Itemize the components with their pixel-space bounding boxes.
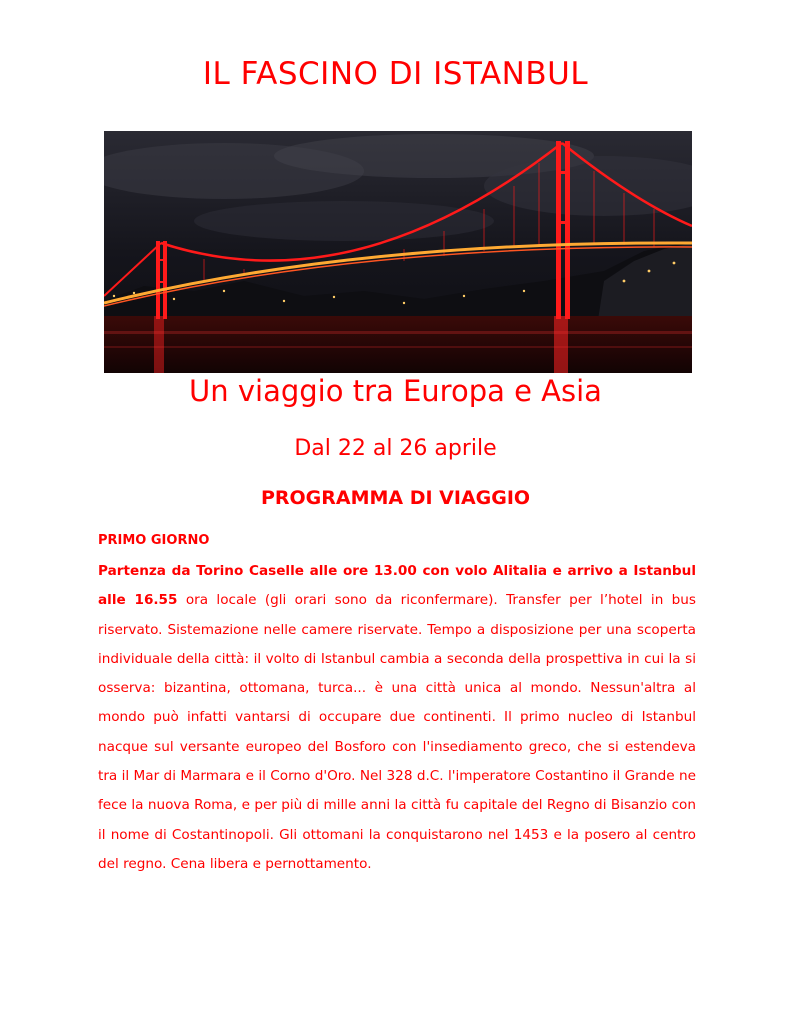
document-subtitle: Un viaggio tra Europa e Asia <box>189 374 602 408</box>
program-heading: PROGRAMMA DI VIAGGIO <box>260 487 531 509</box>
day-intro-bold: Partenza da Torino Caselle alle ore 13.00 con volo Alitalia e arrivo a Istanbul alle 16.55 <box>98 563 696 609</box>
bosphorus-bridge-photo <box>104 131 692 373</box>
day-label: PRIMO GIORNO <box>98 533 210 548</box>
trip-dates: Dal 22 al 26 aprile <box>294 436 497 461</box>
day-text: ora locale (gli orari sono da riconfermare). Transfer per l’hotel in bus riservato. Sistemazione nelle camere riservate. Tempo a disposizione per una scoperta individuale della città: il volto di Istanbul cambia a seconda della prospettiva in cui la si osserva: bizantina, ottomana, turca... è una città unica al mondo. Nessun'altra al mondo può infatti vantarsi di occupare due continenti. Il primo nucleo di Istanbul nacque sul versante europeo del Bosforo con l'insediamento greco, che si estendeva tra il Mar di Marmara e il Corno d'Oro. Nel 328 d.C. l'imperatore Costantino il Grande ne fece la nuova Roma, e per più di mille anni la città fu capitale del Regno di Bisanzio con il nome di Costantinopoli. Gli ottomani la conquistarono nel 1453 e la posero al centro del regno. Cena libera e pernottamento. <box>98 592 696 872</box>
document-title: IL FASCINO DI ISTANBUL <box>202 56 589 92</box>
day-description <box>98 557 696 879</box>
